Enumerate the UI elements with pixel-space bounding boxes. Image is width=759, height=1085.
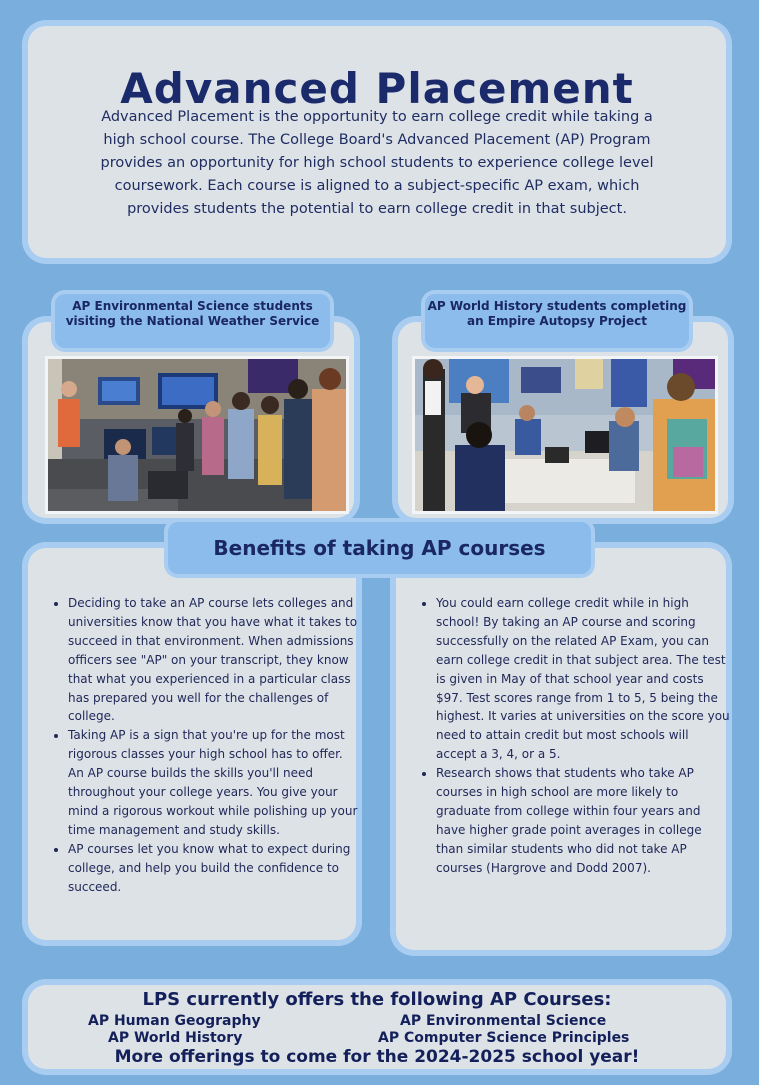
benefit-item: • Taking AP is a sign that you're up for the most rigorous classes your high school has to offer. An AP course builds the skills you'll need throughout your college years. You give your mind a rigorous workout while polishing up your time management and study skills. [68, 726, 360, 839]
weather-service-photo [45, 356, 349, 514]
offerings-footer: More offerings to come for the 2024-2025 school year! [114, 1047, 640, 1067]
course-item: AP World History [108, 1030, 243, 1046]
photo-caption-tab-right [425, 294, 689, 348]
empire-autopsy-photo-illustration [415, 359, 715, 511]
benefit-item: • You could earn college credit while in high school! By taking an AP course and scoring successfully on the related AP Exam, you can earn college credit in that subject area. The test is given in May of that school year and costs $97. Test scores range from 1 to 5, 5 being the highest. It varies at universities on the score you need to attain credit but most schools will accept a 3, 4, or a 5. [436, 594, 730, 764]
benefit-item: • Research shows that students who take AP courses in high school are more likely to graduate from college within four years and have higher grade point averages in college than similar students who did not take AP courses (Hargrove and Dodd 2007). [436, 764, 730, 877]
benefits-title-tab [168, 522, 591, 574]
benefit-item: • Deciding to take an AP course lets colleges and universities know that you have what it takes to succeed in that environment. When admissions officers see "AP" on your transcript, they know that what you experienced in a particular class has prepared you well for the challenges of college. [68, 594, 360, 726]
intro-paragraph: Advanced Placement is the opportunity to earn college credit while taking a high school course. The College Board's Advanced Placement (AP) Program provides an opportunity for high school students to experience college level coursework. Each course is aligned to a subject-specific AP exam, which provides students the potential to earn college credit in that subject. [100, 109, 654, 217]
page-title: Advanced Placement [120, 64, 634, 113]
offerings-card [28, 985, 726, 1069]
photo-caption-left: AP Environmental Science students visiting the National Weather Service [65, 299, 320, 328]
photo-caption-right: AP World History students completing an Empire Autopsy Project [427, 299, 687, 328]
benefits-list-left [46, 594, 360, 897]
photo-caption-tab-left [55, 294, 330, 348]
empire-autopsy-photo [412, 356, 718, 514]
intro-card [28, 26, 726, 258]
benefits-list-right [414, 594, 730, 878]
weather-service-photo-illustration [48, 359, 346, 511]
benefit-item: • AP courses let you know what to expect during college, and help you build the confidence to succeed. [68, 840, 360, 897]
offerings-heading: LPS currently offers the following AP Courses: [142, 989, 612, 1010]
course-item: AP Environmental Science [400, 1013, 607, 1029]
course-item: AP Human Geography [88, 1013, 261, 1029]
course-item: AP Computer Science Principles [378, 1030, 630, 1046]
benefits-title: Benefits of taking AP courses [213, 536, 546, 560]
